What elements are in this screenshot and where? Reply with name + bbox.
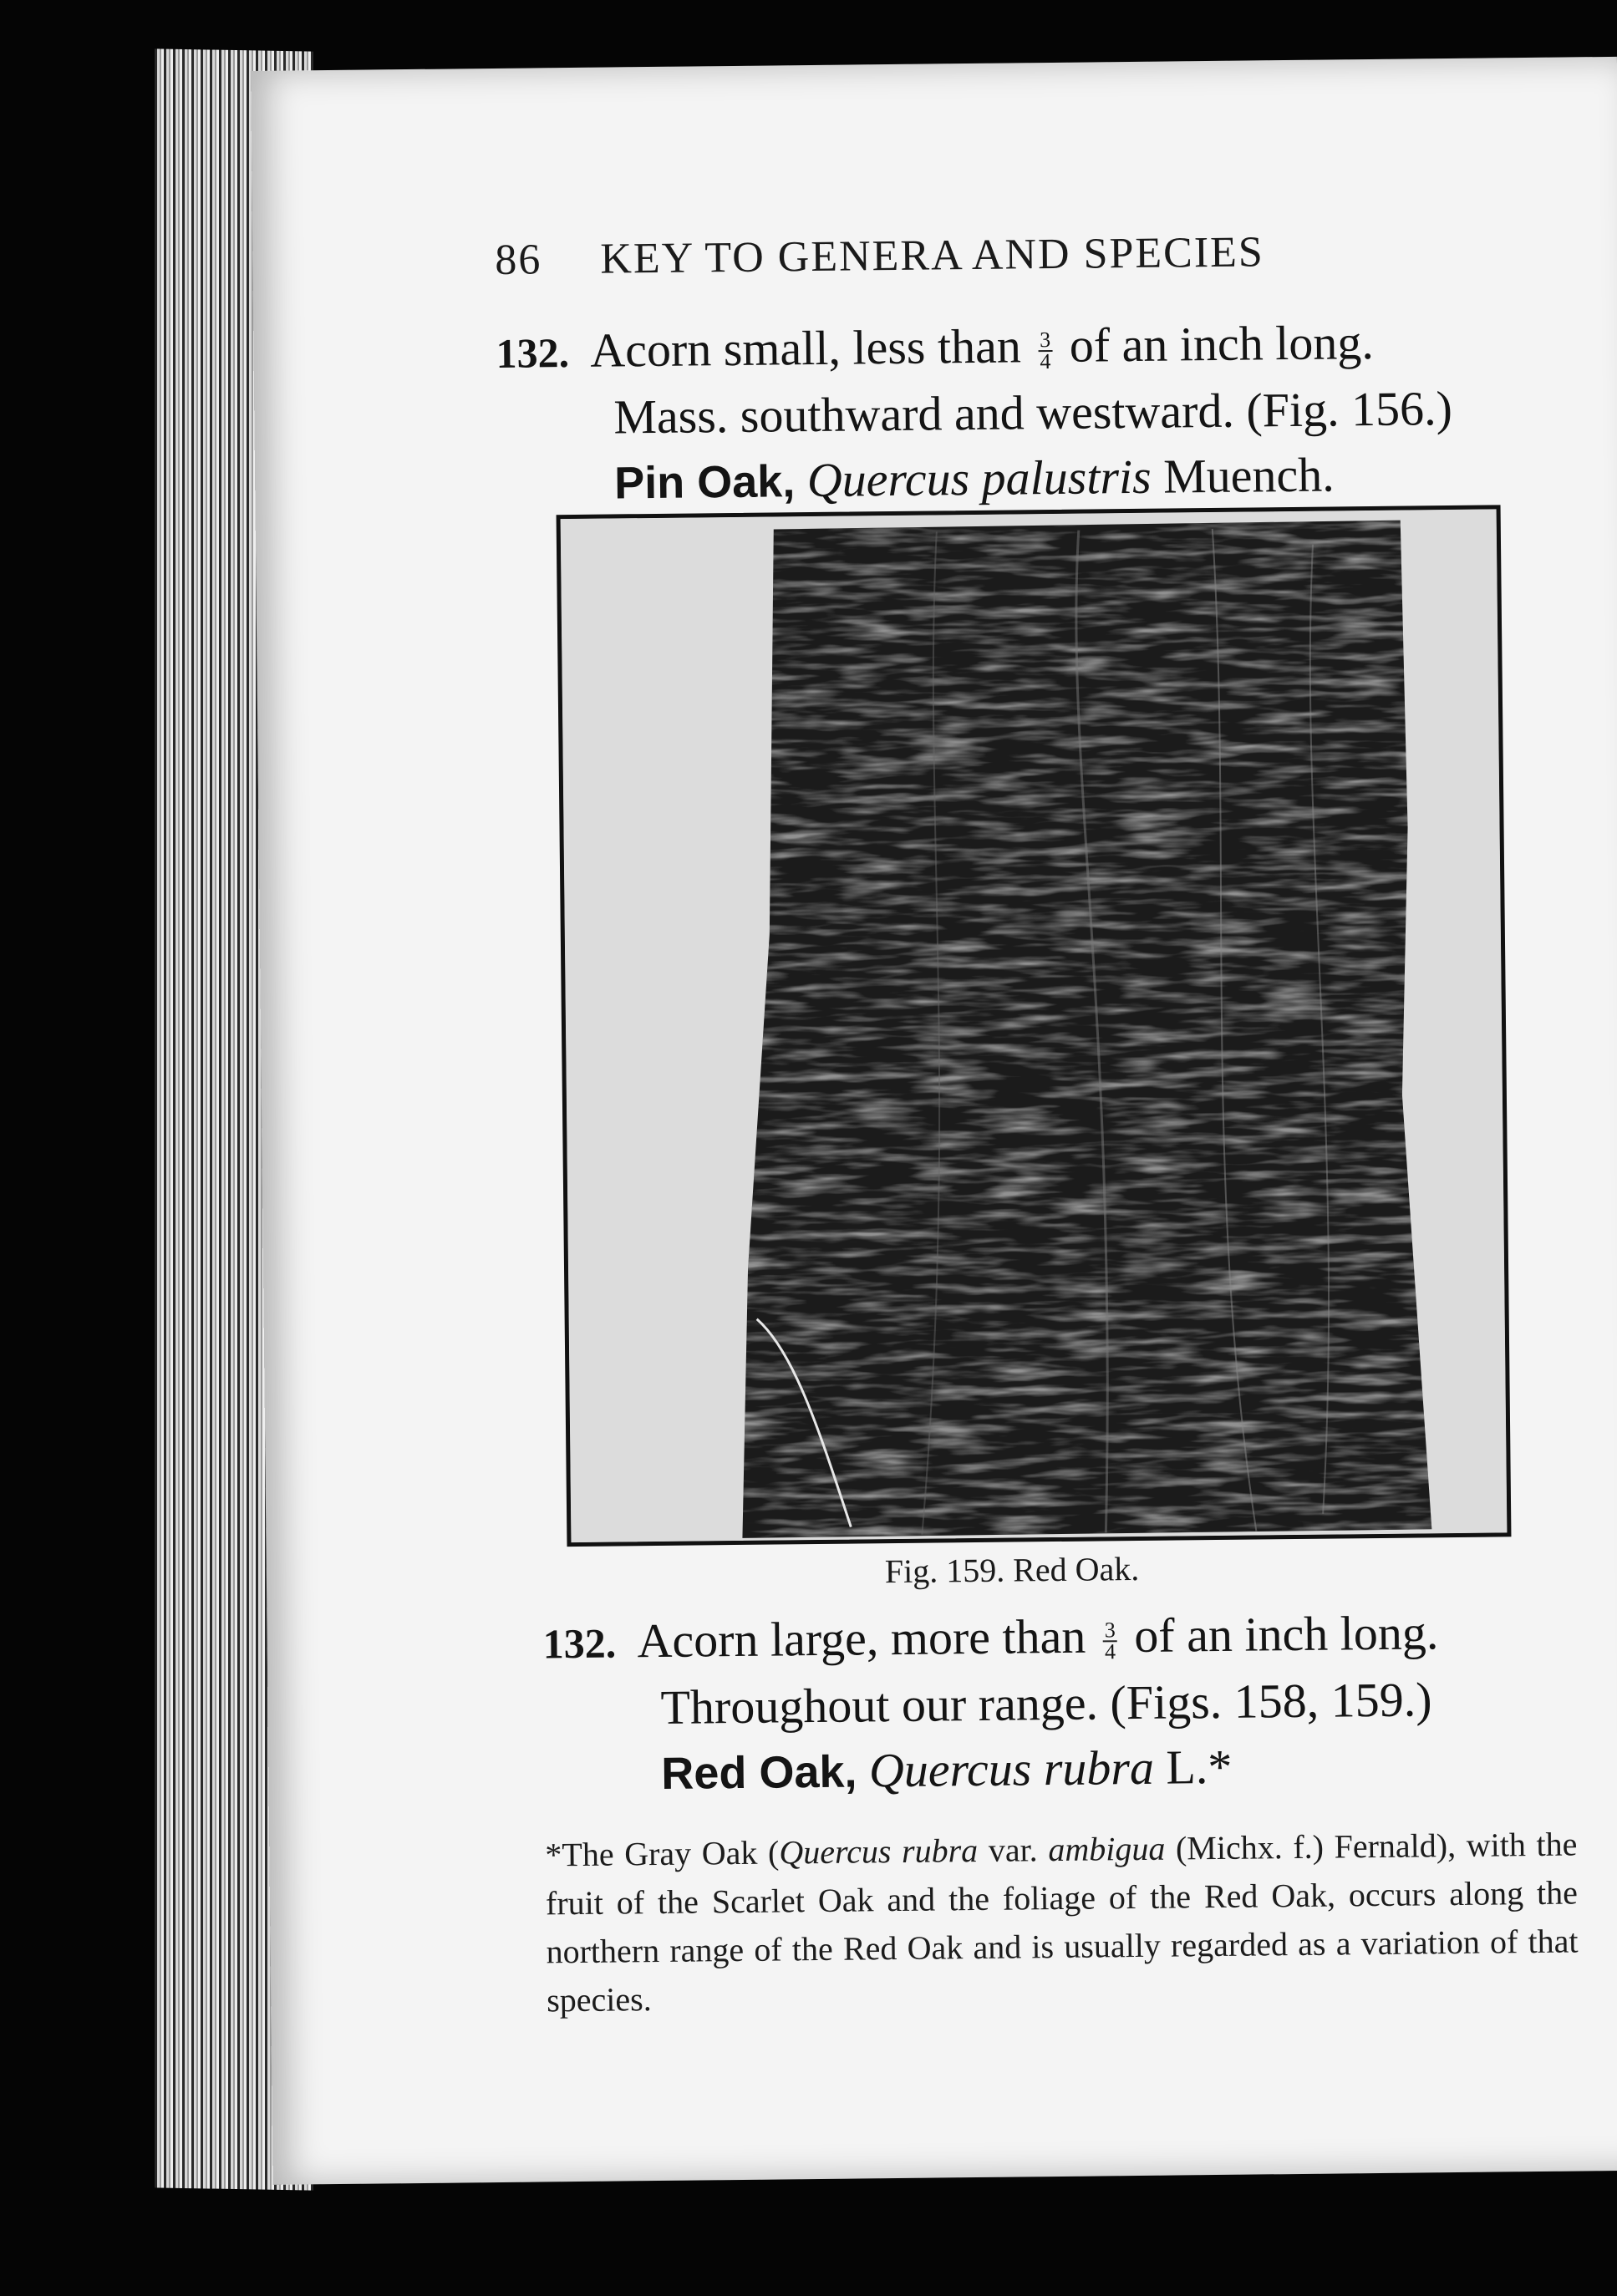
key-entry-pin-oak [496,309,1453,517]
latin-name: Quercus rubra [868,1740,1155,1798]
entry-line-2: Throughout our range. (Figs. 158, 159.) [660,1672,1432,1735]
running-head [495,227,1264,285]
running-head-title: KEY TO GENERA AND SPECIES [600,228,1265,283]
entry-number: 132. [542,1619,617,1668]
footnote: *The Gray Oak (Quercus rubra var. ambigua (Michx. f.) Fernald), with the fruit of the Scarlet Oak and the foliage of the Red Oak, occurs along the northern range of the Red Oak and is usually regarded as a variation of that species. [545,1825,1579,2019]
entry-number: 132. [496,329,570,377]
page-number: 86 [495,236,542,284]
common-name: Pin Oak, [613,456,796,509]
entry-species-line [497,441,1453,517]
bark-illustration [561,509,1508,1542]
key-entry-red-oak [542,1600,1440,1807]
authority: Muench. [1162,447,1335,504]
authority: L.* [1166,1739,1233,1795]
entry-text-a: Acorn large, more than [637,1608,1086,1669]
fraction: $\frac{3}{4}$ [1040,327,1051,373]
entry-species-line [544,1732,1440,1807]
entry-line-2: Mass. southward and westward. (Fig. 156.) [613,380,1453,444]
fraction: $\frac{3}{4}$ [1104,1617,1116,1664]
book-page [251,57,1617,2185]
common-name: Red Oak, [661,1746,857,1799]
entry-line-1 [496,309,1452,386]
bark-photograph [557,505,1512,1547]
entry-text-a: Acorn small, less than [589,318,1022,378]
entry-text-b: of an inch long. [1133,1605,1439,1664]
latin-name: Quercus palustris [806,449,1152,508]
entry-line-1 [542,1600,1438,1676]
figure-caption: Fig. 159. Red Oak. [884,1549,1140,1591]
entry-text-b: of an inch long. [1069,314,1375,373]
